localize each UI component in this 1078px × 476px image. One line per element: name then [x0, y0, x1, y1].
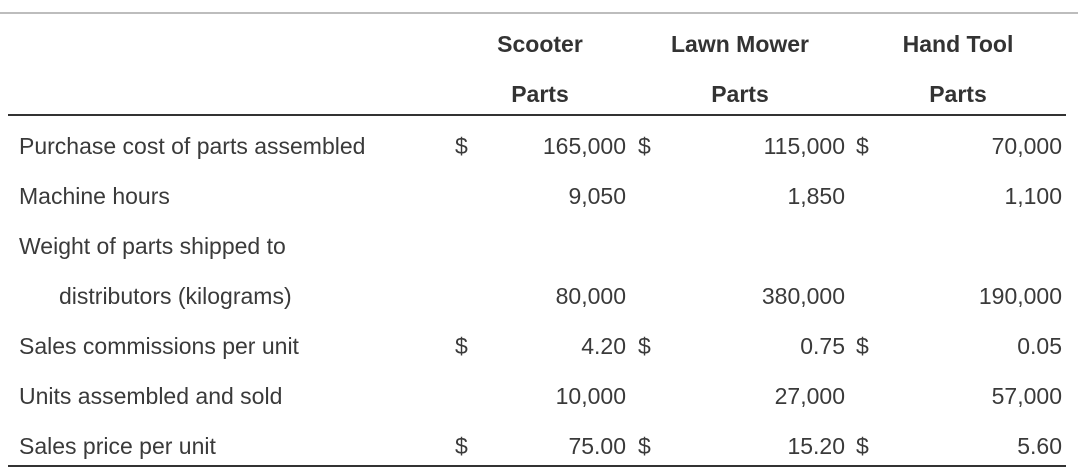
currency-symbol: $: [638, 133, 651, 159]
cell-value: 10,000: [555, 383, 626, 409]
currency-symbol: $: [856, 433, 869, 459]
cell-value: 115,000: [763, 133, 845, 159]
currency-symbol: $: [856, 133, 869, 159]
currency-symbol: $: [455, 133, 468, 159]
row-label: Sales price per unit: [19, 433, 216, 459]
header-rule: [8, 114, 1066, 116]
currency-symbol: $: [638, 333, 651, 359]
cell-value: 9,050: [568, 183, 626, 209]
column-header-lawn-mower-line2: Parts: [711, 81, 769, 107]
bottom-rule: [8, 465, 1066, 467]
cell-value: 0.05: [1017, 333, 1062, 359]
cell-value: 165,000: [542, 133, 626, 159]
cell-value: 75.00: [568, 433, 626, 459]
row-label: Units assembled and sold: [19, 383, 283, 409]
column-header-hand-tool-line1: Hand Tool: [902, 31, 1014, 57]
currency-symbol: $: [856, 333, 869, 359]
currency-symbol: $: [638, 433, 651, 459]
cell-value: 0.75: [800, 333, 845, 359]
cell-value: 15.20: [787, 433, 845, 459]
cell-value: 380,000: [761, 283, 845, 309]
cell-value: 70,000: [991, 133, 1062, 159]
cell-value: 27,000: [774, 383, 845, 409]
cell-value: 1,850: [787, 183, 845, 209]
cell-value: 57,000: [991, 383, 1062, 409]
column-header-scooter-line1: Scooter: [497, 31, 583, 57]
cell-value: 80,000: [555, 283, 626, 309]
currency-symbol: $: [455, 433, 468, 459]
currency-symbol: $: [455, 333, 468, 359]
column-header-scooter-line2: Parts: [511, 81, 569, 107]
row-label: Sales commissions per unit: [19, 333, 299, 359]
row-label: Purchase cost of parts assembled: [19, 133, 366, 159]
row-label: Machine hours: [19, 183, 170, 209]
column-header-hand-tool-line2: Parts: [929, 81, 987, 107]
cell-value: 1,100: [1004, 183, 1062, 209]
column-header-lawn-mower-line1: Lawn Mower: [670, 31, 809, 57]
row-label: distributors (kilograms): [59, 283, 292, 309]
row-label: Weight of parts shipped to: [19, 233, 286, 259]
cell-value: 190,000: [978, 283, 1062, 309]
top-rule: [0, 12, 1078, 14]
cell-value: 4.20: [581, 333, 626, 359]
cell-value: 5.60: [1017, 433, 1062, 459]
